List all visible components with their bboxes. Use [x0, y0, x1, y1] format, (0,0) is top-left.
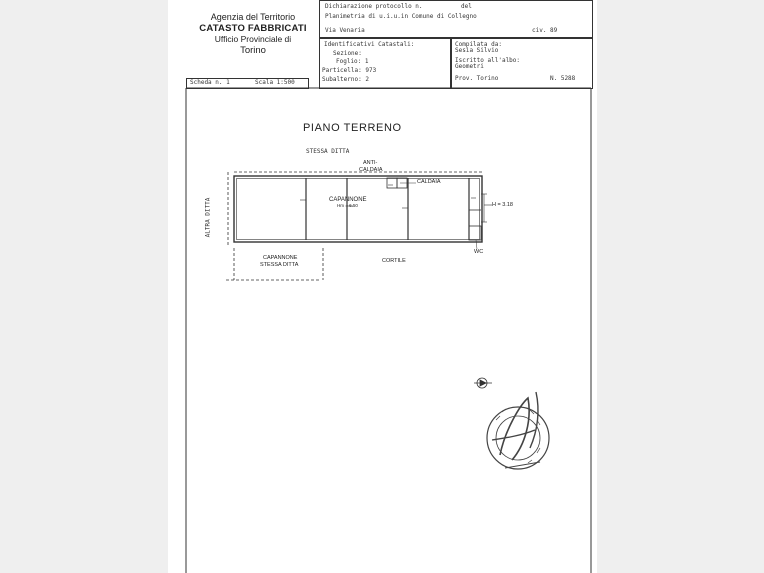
- particella-text: Particella: 973: [322, 67, 377, 74]
- caldaia-label: CALDAIA: [417, 179, 441, 185]
- compiler-name: Sesia Silvio: [455, 47, 499, 54]
- capannone-bottom-label: CAPANNONE: [263, 255, 298, 261]
- registration-number: N. 5288: [550, 75, 576, 82]
- dal-label: del: [461, 3, 472, 10]
- compilata-label: Compilata da:: [455, 41, 502, 48]
- drawing-frame: [186, 88, 591, 573]
- north-arrow: [474, 378, 492, 388]
- prov-text: Prov. Torino: [455, 75, 499, 82]
- right-height-label: H = 3.18: [492, 202, 513, 208]
- scheda-number: Scheda n. 1: [190, 79, 230, 86]
- iscritto-label: Iscritto all'albo:: [455, 57, 521, 64]
- profession-text: Geometri: [455, 63, 484, 70]
- door-marks: [300, 185, 476, 208]
- agency-name: Agenzia del Territorio: [210, 12, 296, 22]
- stessa-ditta-bottom-label: STESSA DITTA: [260, 262, 299, 268]
- anti-caldaia-label-1: ANTI-: [363, 160, 378, 166]
- scale-text: Scala 1:500: [255, 79, 295, 86]
- anti-caldaia-label-2: CALDAIA: [359, 167, 383, 173]
- planimetria-text: Planimetria di u.i.u.in Comune di Collegno: [325, 13, 477, 20]
- building-walls: [234, 176, 482, 242]
- cortile-label: CORTILE: [382, 258, 406, 264]
- identifiers-title: Identificativi Catastali:: [324, 41, 415, 48]
- altra-ditta-label: ALTRA DITTA: [204, 197, 212, 238]
- sezione-text: Sezione:: [333, 50, 362, 57]
- professional-stamp: [487, 392, 549, 469]
- protocol-label: Dichiarazione protocollo n.: [325, 3, 423, 10]
- inner-height-label: Hm = 6.50: [337, 203, 358, 208]
- stessa-ditta-top-label: STESSA DITTA: [306, 148, 350, 155]
- agency-catasto: CATASTO FABBRICATI: [199, 23, 307, 34]
- subalterno-text: Subalterno: 2: [322, 76, 369, 83]
- capannone-label: CAPANNONE: [329, 197, 367, 203]
- floor-title: PIANO TERRENO: [303, 122, 402, 134]
- civ-text: civ. 89: [532, 27, 558, 34]
- wc-label: WC: [474, 249, 484, 255]
- address-text: Via Venaria: [325, 27, 365, 34]
- agency-city: Torino: [240, 45, 266, 56]
- agency-office: Ufficio Provinciale di: [214, 34, 292, 44]
- foglio-text: Foglio: 1: [336, 58, 369, 65]
